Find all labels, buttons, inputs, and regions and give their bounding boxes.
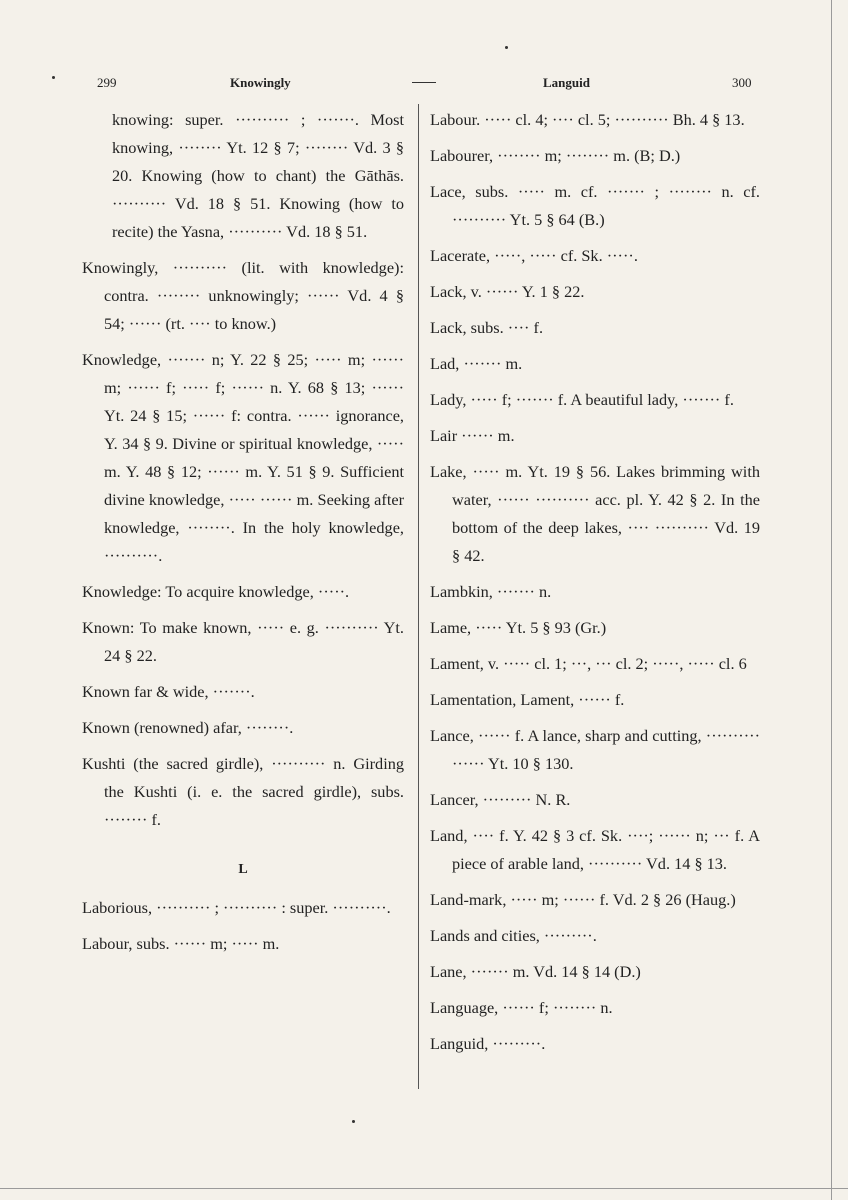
speck (505, 46, 508, 49)
dictionary-entry: knowing: super. ·········· ; ·······. Most knowing, ········ Yt. 12 § 7; ········ Vd. 3 § 20. Knowing (how to chant) the Gāthās. ·········· Vd. 18 § 51. Knowing (how to recite) the Yasna, ·········· Vd. 18 § 51. (112, 110, 404, 241)
dictionary-entry: Lacerate, ·····, ····· cf. Sk. ·····. (430, 246, 638, 265)
running-head-left: Knowingly (230, 75, 291, 90)
dictionary-entry: Lands and cities, ·········. (430, 926, 597, 945)
section-letter: L (238, 862, 248, 877)
dictionary-entry: Lack, v. ······ Y. 1 § 22. (430, 282, 585, 301)
dictionary-entry: Lady, ····· f; ······· f. A beautiful lady, ······· f. (430, 390, 734, 409)
dictionary-entry: Knowledge: To acquire knowledge, ·····. (82, 582, 350, 601)
page-number-left: 299 (97, 75, 117, 90)
running-head-right: Languid (543, 75, 590, 90)
speck (52, 76, 55, 79)
dictionary-entry: Knowledge, ······· n; Y. 22 § 25; ····· m; ······ m; ······ f; ····· f; ······ n. Y. 68 § 13; ······ Yt. 24 § 15; ······ f: contra. ······ ignorance, Y. 34 § 9. Divine or spiritual knowledge, ····· m. Y. 48 § 12; ······ m. Y. 51 § 9. Sufficient divine knowledge, ····· ······ m. Seeking after knowledge, ········. In the holy knowledge, ··········. (82, 350, 404, 565)
dictionary-entry: Lancer, ········· N. R. (430, 790, 571, 809)
dictionary-entry: Kushti (the sacred girdle), ·········· n. Girding the Kushti (i. e. the sacred girdle), subs. ········ f. (82, 754, 404, 829)
dictionary-entry: Lack, subs. ···· f. (430, 318, 544, 337)
dictionary-entry: Lamentation, Lament, ······ f. (430, 690, 625, 709)
right-column (430, 106, 760, 1066)
dictionary-entry: Labour. ····· cl. 4; ···· cl. 5; ·········· Bh. 4 § 13. (430, 110, 745, 129)
header-dash (412, 82, 436, 83)
dictionary-entry: Land, ···· f. Y. 42 § 3 cf. Sk. ····; ······ n; ··· f. A piece of arable land, ·········· Vd. 14 § 13. (430, 826, 760, 873)
dictionary-entry: Lad, ······· m. (430, 354, 523, 373)
dictionary-entry: Labour, subs. ······ m; ····· m. (82, 934, 280, 953)
dictionary-entry: Lair ······ m. (430, 426, 515, 445)
dictionary-entry: Land-mark, ····· m; ······ f. Vd. 2 § 26 (Haug.) (430, 890, 736, 909)
dictionary-entry: Lament, v. ····· cl. 1; ···, ··· cl. 2; ·····, ····· cl. 6 (430, 654, 747, 673)
page-number-right: 300 (732, 75, 752, 90)
dictionary-entry: Lake, ····· m. Yt. 19 § 56. Lakes brimming with water, ······ ·········· acc. pl. Y. 42 § 2. In the bottom of the deep lakes, ···· ·········· Vd. 19 § 42. (430, 462, 760, 565)
dictionary-entry: Labourer, ········ m; ········ m. (B; D.) (430, 146, 681, 165)
column-divider (418, 104, 419, 1089)
scan-edge-bottom (0, 1188, 848, 1189)
dictionary-entry: Lane, ······· m. Vd. 14 § 14 (D.) (430, 962, 641, 981)
dictionary-entry: Known far & wide, ·······. (82, 682, 255, 701)
dictionary-entry: Known: To make known, ····· e. g. ·········· Yt. 24 § 22. (82, 618, 404, 665)
dictionary-entry: Languid, ·········. (430, 1034, 546, 1053)
speck (352, 1120, 355, 1123)
dictionary-entry: Lambkin, ······· n. (430, 582, 552, 601)
dictionary-entry: Lance, ······ f. A lance, sharp and cutting, ·········· ······ Yt. 10 § 130. (430, 726, 760, 773)
dictionary-entry: Language, ······ f; ········ n. (430, 998, 613, 1017)
dictionary-entry: Lace, subs. ····· m. cf. ······· ; ········ n. cf. ·········· Yt. 5 § 64 (B.) (430, 182, 760, 229)
dictionary-entry: Lame, ····· Yt. 5 § 93 (Gr.) (430, 618, 607, 637)
scan-edge-right (831, 0, 832, 1200)
dictionary-entry: Known (renowned) afar, ········. (82, 718, 294, 737)
dictionary-entry: Laborious, ·········· ; ·········· : super. ··········. (82, 898, 391, 917)
left-column (82, 106, 404, 966)
dictionary-entry: Knowingly, ·········· (lit. with knowledge): contra. ········ unknowingly; ······ Vd. 4 § 54; ······ (rt. ···· to know.) (82, 258, 404, 333)
